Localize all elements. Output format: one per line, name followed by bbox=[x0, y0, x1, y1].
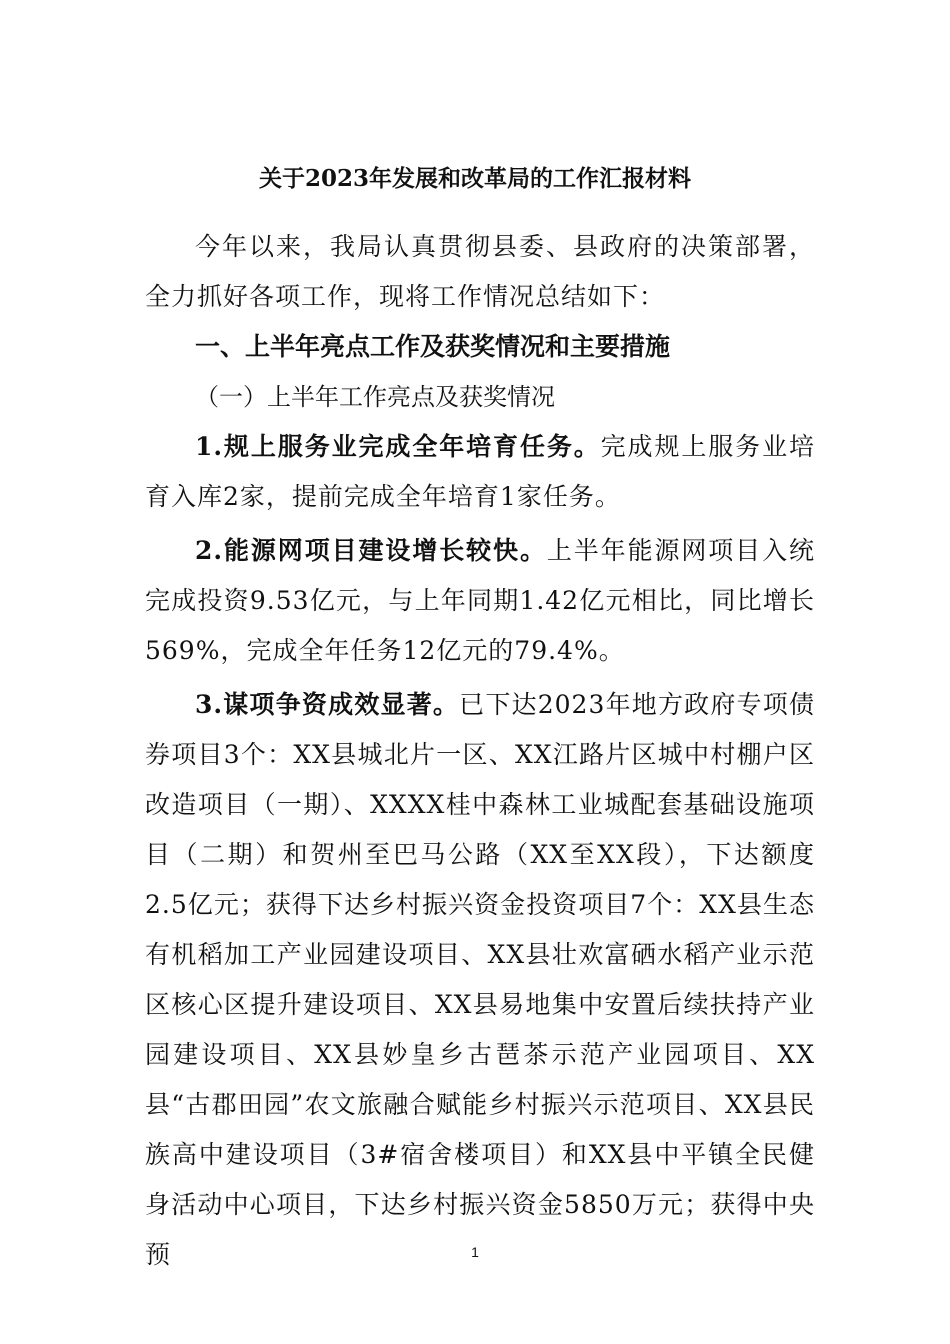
item-paragraph-2 bbox=[145, 526, 815, 676]
item-paragraph-1 bbox=[145, 422, 815, 522]
section-heading: 一、上半年亮点工作及获奖情况和主要措施 bbox=[195, 332, 671, 361]
item-text-3: 已下达2023年地方政府专项债券项目3个：XX县城北片一区、XX江路片区城中村棚户区改造项目（一期）、XXXX桂中森林工业城配套基础设施项目（二期）和贺州至巴马公路（XX至XX段），下达额度2.5亿元；获得下达乡村振兴资金投资项目7个：XX县生态有机稻加工产业园建设项目、XX县壮欢富硒水稻产业示范区核心区提升建设项目、XX县易地集中安置后续扶持产业园建设项目、XX县妙皇乡古琶茶示范产业园项目、XX县“古郡田园”农文旅融合赋能乡村振兴示范项目、XX县民族高中建设项目（3#宿舍楼项目）和XX县中平镇全民健身活动中心项目，下达乡村振兴资金5850万元；获得中央预 bbox=[145, 690, 815, 1269]
item-text-2: 上半年能源网项目入统完成投资9.53亿元，与上年同期1.42亿元相比，同比增长569%，完成全年任务12亿元的79.4%。 bbox=[145, 536, 815, 665]
item-paragraph-3 bbox=[145, 680, 815, 1280]
item-lead-2: 2.能源网项目建设增长较快。 bbox=[195, 536, 547, 565]
document-title: 关于2023年发展和改革局的工作汇报材料 bbox=[258, 165, 691, 192]
item-lead-1: 1.规上服务业完成全年培育任务。 bbox=[195, 432, 601, 461]
item-lead-3: 3.谋项争资成效显著。 bbox=[195, 690, 460, 719]
subsection-heading: （一）上半年工作亮点及获奖情况 bbox=[195, 383, 555, 411]
page-number: 1 bbox=[471, 1244, 479, 1260]
item-text-1: 完成规上服务业培育入库2家，提前完成全年培育1家任务。 bbox=[145, 432, 815, 511]
document-body bbox=[145, 222, 815, 1280]
intro-paragraph: 今年以来，我局认真贯彻县委、县政府的决策部署，全力抓好各项工作，现将工作情况总结如下： bbox=[145, 232, 815, 311]
